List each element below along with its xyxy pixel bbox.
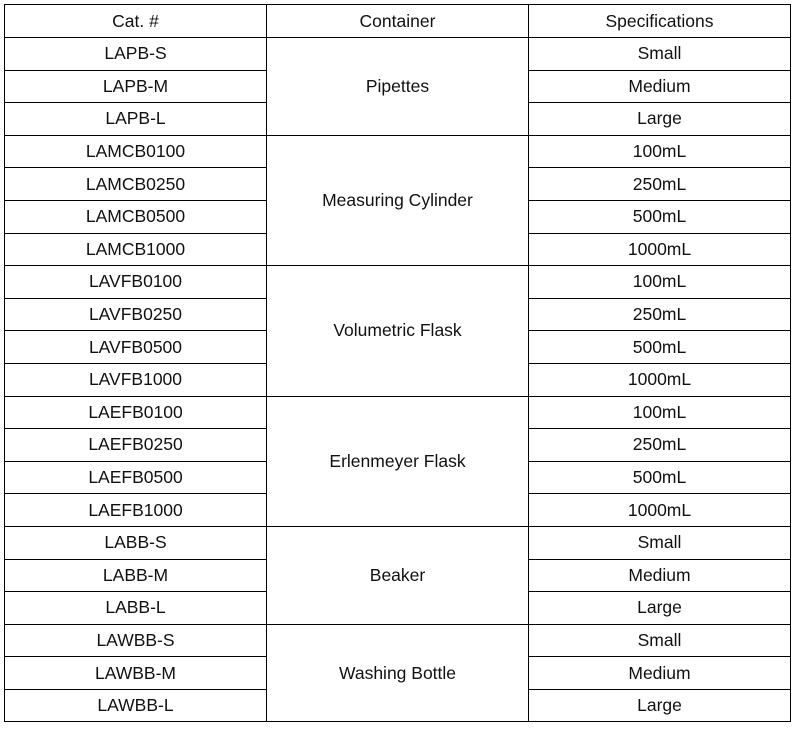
cat-number-cell: LAVFB0500	[5, 331, 267, 364]
specification-cell: Medium	[529, 657, 791, 690]
container-cell: Measuring Cylinder	[267, 135, 529, 265]
cat-number-cell: LAPB-M	[5, 70, 267, 103]
cat-number-cell: LAVFB1000	[5, 363, 267, 396]
table-header	[5, 5, 791, 38]
container-cell: Volumetric Flask	[267, 266, 529, 396]
specification-cell: Medium	[529, 70, 791, 103]
table-body	[5, 38, 791, 722]
product-spec-table	[4, 4, 791, 722]
cat-number-cell: LAEFB0100	[5, 396, 267, 429]
container-cell: Beaker	[267, 526, 529, 624]
cat-number-cell: LAPB-L	[5, 103, 267, 136]
cat-number-cell: LAEFB0500	[5, 461, 267, 494]
header-container: Container	[267, 5, 529, 38]
specification-cell: 1000mL	[529, 233, 791, 266]
specification-cell: Large	[529, 103, 791, 136]
cat-number-cell: LAVFB0100	[5, 266, 267, 299]
cat-number-cell: LAPB-S	[5, 38, 267, 71]
cat-number-cell: LAEFB1000	[5, 494, 267, 527]
specification-cell: 250mL	[529, 168, 791, 201]
cat-number-cell: LAMCB0250	[5, 168, 267, 201]
header-specifications: Specifications	[529, 5, 791, 38]
cat-number-cell: LAWBB-S	[5, 624, 267, 657]
table-row	[5, 526, 791, 559]
specification-cell: 100mL	[529, 135, 791, 168]
cat-number-cell: LAWBB-L	[5, 689, 267, 722]
specification-cell: Large	[529, 689, 791, 722]
specification-cell: 500mL	[529, 461, 791, 494]
specification-cell: Small	[529, 624, 791, 657]
specification-cell: Small	[529, 38, 791, 71]
cat-number-cell: LAMCB1000	[5, 233, 267, 266]
table-row	[5, 38, 791, 71]
cat-number-cell: LABB-S	[5, 526, 267, 559]
specification-cell: 1000mL	[529, 494, 791, 527]
container-cell: Erlenmeyer Flask	[267, 396, 529, 526]
table-row	[5, 135, 791, 168]
cat-number-cell: LAVFB0250	[5, 298, 267, 331]
specification-cell: 250mL	[529, 298, 791, 331]
cat-number-cell: LABB-M	[5, 559, 267, 592]
table-row	[5, 396, 791, 429]
container-cell: Pipettes	[267, 38, 529, 136]
container-cell: Washing Bottle	[267, 624, 529, 722]
specification-cell: 500mL	[529, 331, 791, 364]
specification-cell: Large	[529, 592, 791, 625]
header-cat-no: Cat. #	[5, 5, 267, 38]
table-row	[5, 624, 791, 657]
specification-cell: 250mL	[529, 429, 791, 462]
cat-number-cell: LABB-L	[5, 592, 267, 625]
table-row	[5, 266, 791, 299]
cat-number-cell: LAMCB0500	[5, 200, 267, 233]
specification-cell: 500mL	[529, 200, 791, 233]
specification-cell: Medium	[529, 559, 791, 592]
header-row	[5, 5, 791, 38]
specification-cell: Small	[529, 526, 791, 559]
cat-number-cell: LAMCB0100	[5, 135, 267, 168]
specification-cell: 1000mL	[529, 363, 791, 396]
cat-number-cell: LAEFB0250	[5, 429, 267, 462]
cat-number-cell: LAWBB-M	[5, 657, 267, 690]
specification-cell: 100mL	[529, 396, 791, 429]
specification-cell: 100mL	[529, 266, 791, 299]
